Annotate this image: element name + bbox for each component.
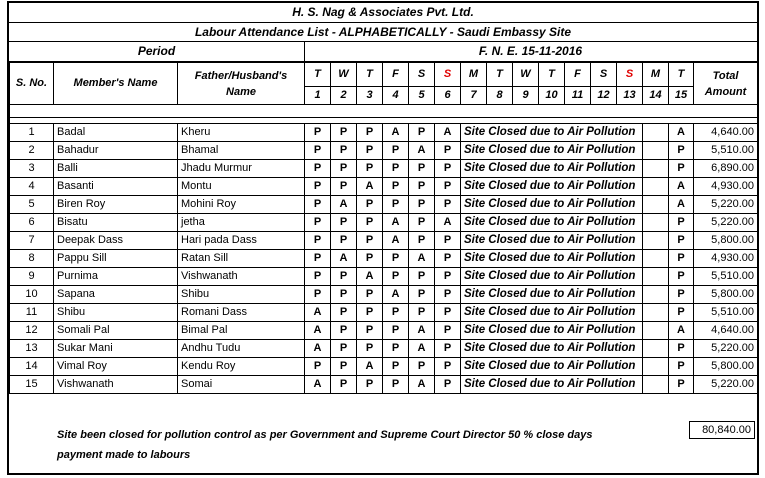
row-attendance-mark: P bbox=[331, 286, 357, 304]
row-sno: 12 bbox=[10, 322, 54, 340]
row-sno: 8 bbox=[10, 250, 54, 268]
header-day-letter: T bbox=[357, 63, 383, 87]
row-attendance-mark: P bbox=[383, 304, 409, 322]
row-attendance-mark: P bbox=[331, 340, 357, 358]
row-attendance-mark-15: P bbox=[669, 268, 694, 286]
header-day-number: 14 bbox=[643, 87, 669, 105]
row-total-amount: 5,220.00 bbox=[694, 340, 758, 358]
header-day-letter: S bbox=[435, 63, 461, 87]
row-attendance-mark: A bbox=[409, 376, 435, 394]
row-attendance-mark: P bbox=[357, 250, 383, 268]
table-row bbox=[10, 268, 758, 286]
row-closure-note: Site Closed due to Air Pollution bbox=[461, 250, 643, 268]
header-day-letter: S bbox=[409, 63, 435, 87]
row-member-name: Sukar Mani bbox=[54, 340, 178, 358]
row-attendance-mark: P bbox=[357, 124, 383, 142]
row-attendance-mark: A bbox=[331, 196, 357, 214]
row-attendance-mark: P bbox=[435, 322, 461, 340]
header-row bbox=[10, 63, 758, 87]
row-attendance-mark-15: P bbox=[669, 286, 694, 304]
row-sno: 1 bbox=[10, 124, 54, 142]
row-attendance-mark: P bbox=[305, 196, 331, 214]
row-closure-note: Site Closed due to Air Pollution bbox=[461, 160, 643, 178]
row-father-name: Kheru bbox=[178, 124, 305, 142]
row-attendance-mark: A bbox=[383, 232, 409, 250]
row-attendance-mark: P bbox=[409, 286, 435, 304]
row-attendance-mark: A bbox=[331, 250, 357, 268]
row-total-amount: 4,640.00 bbox=[694, 322, 758, 340]
row-father-name: Bhamal bbox=[178, 142, 305, 160]
header-day-number: 2 bbox=[331, 87, 357, 105]
row-attendance-mark: P bbox=[331, 160, 357, 178]
row-attendance-mark: P bbox=[435, 232, 461, 250]
row-sno: 15 bbox=[10, 376, 54, 394]
row-closure-note: Site Closed due to Air Pollution bbox=[461, 232, 643, 250]
header-day-letter: T bbox=[539, 63, 565, 87]
header-day-number: 10 bbox=[539, 87, 565, 105]
row-member-name: Sapana bbox=[54, 286, 178, 304]
row-day-14-blank bbox=[643, 142, 669, 160]
row-member-name: Pappu Sill bbox=[54, 250, 178, 268]
table-row bbox=[10, 304, 758, 322]
row-attendance-mark: P bbox=[305, 214, 331, 232]
row-attendance-mark: P bbox=[331, 268, 357, 286]
header-day-letter: W bbox=[331, 63, 357, 87]
list-title: Labour Attendance List - ALPHABETICALLY - Saudi Embassy Site bbox=[9, 23, 757, 42]
header-day-letter: T bbox=[487, 63, 513, 87]
header-day-letter: F bbox=[565, 63, 591, 87]
row-attendance-mark: P bbox=[331, 232, 357, 250]
row-member-name: Vishwanath bbox=[54, 376, 178, 394]
row-day-14-blank bbox=[643, 268, 669, 286]
header-day-letter: F bbox=[383, 63, 409, 87]
row-attendance-mark: P bbox=[409, 196, 435, 214]
header-day-number: 9 bbox=[513, 87, 539, 105]
row-attendance-mark: P bbox=[383, 322, 409, 340]
row-attendance-mark: P bbox=[383, 196, 409, 214]
row-member-name: Purnima bbox=[54, 268, 178, 286]
period-label: Period bbox=[137, 44, 176, 58]
row-attendance-mark: P bbox=[383, 250, 409, 268]
row-attendance-mark: A bbox=[357, 178, 383, 196]
row-day-14-blank bbox=[643, 250, 669, 268]
row-closure-note: Site Closed due to Air Pollution bbox=[461, 304, 643, 322]
header-member-name: Member's Name bbox=[54, 63, 178, 105]
row-total-amount: 5,800.00 bbox=[694, 232, 758, 250]
row-member-name: Somali Pal bbox=[54, 322, 178, 340]
table-row bbox=[10, 358, 758, 376]
row-attendance-mark-15: A bbox=[669, 322, 694, 340]
row-attendance-mark: A bbox=[435, 124, 461, 142]
attendance-sheet bbox=[7, 1, 759, 475]
header-day-number: 12 bbox=[591, 87, 617, 105]
header-day-number: 4 bbox=[383, 87, 409, 105]
row-attendance-mark: P bbox=[357, 160, 383, 178]
row-attendance-mark-15: P bbox=[669, 232, 694, 250]
header-day-number: 13 bbox=[617, 87, 643, 105]
row-attendance-mark-15: A bbox=[669, 178, 694, 196]
row-attendance-mark: P bbox=[357, 304, 383, 322]
row-attendance-mark: P bbox=[331, 214, 357, 232]
row-attendance-mark: P bbox=[409, 304, 435, 322]
row-closure-note: Site Closed due to Air Pollution bbox=[461, 340, 643, 358]
header-day-number: 5 bbox=[409, 87, 435, 105]
table-row bbox=[10, 286, 758, 304]
row-attendance-mark-15: P bbox=[669, 376, 694, 394]
row-attendance-mark: P bbox=[409, 214, 435, 232]
row-attendance-mark: P bbox=[383, 142, 409, 160]
table-row bbox=[10, 250, 758, 268]
row-day-14-blank bbox=[643, 376, 669, 394]
row-attendance-mark: P bbox=[435, 142, 461, 160]
header-day-number: 1 bbox=[305, 87, 331, 105]
row-attendance-mark: P bbox=[383, 178, 409, 196]
row-member-name: Biren Roy bbox=[54, 196, 178, 214]
row-day-14-blank bbox=[643, 304, 669, 322]
row-total-amount: 5,220.00 bbox=[694, 196, 758, 214]
row-total-amount: 5,800.00 bbox=[694, 286, 758, 304]
row-attendance-mark: P bbox=[383, 340, 409, 358]
row-attendance-mark: P bbox=[357, 340, 383, 358]
row-member-name: Bisatu bbox=[54, 214, 178, 232]
row-attendance-mark: P bbox=[409, 358, 435, 376]
row-total-amount: 5,510.00 bbox=[694, 268, 758, 286]
row-total-amount: 4,930.00 bbox=[694, 250, 758, 268]
row-attendance-mark: P bbox=[435, 340, 461, 358]
company-title: H. S. Nag & Associates Pvt. Ltd. bbox=[9, 3, 757, 23]
row-attendance-mark: A bbox=[357, 268, 383, 286]
row-closure-note: Site Closed due to Air Pollution bbox=[461, 214, 643, 232]
header-day-letter: T bbox=[305, 63, 331, 87]
header-day-letter: S bbox=[591, 63, 617, 87]
row-father-name: Mohini Roy bbox=[178, 196, 305, 214]
spacer-row bbox=[10, 105, 758, 118]
row-total-amount: 5,510.00 bbox=[694, 142, 758, 160]
row-attendance-mark: P bbox=[331, 358, 357, 376]
row-closure-note: Site Closed due to Air Pollution bbox=[461, 124, 643, 142]
header-father-name: Father/Husband's Name bbox=[178, 63, 305, 105]
header-day-number: 8 bbox=[487, 87, 513, 105]
header-day-number: 7 bbox=[461, 87, 487, 105]
row-attendance-mark: P bbox=[305, 250, 331, 268]
row-attendance-mark: A bbox=[305, 376, 331, 394]
row-attendance-mark: A bbox=[305, 304, 331, 322]
header-day-letter: M bbox=[643, 63, 669, 87]
row-attendance-mark: P bbox=[409, 232, 435, 250]
row-member-name: Vimal Roy bbox=[54, 358, 178, 376]
row-attendance-mark: P bbox=[357, 142, 383, 160]
row-attendance-mark: P bbox=[357, 376, 383, 394]
row-attendance-mark: P bbox=[357, 232, 383, 250]
row-member-name: Shibu bbox=[54, 304, 178, 322]
row-sno: 9 bbox=[10, 268, 54, 286]
row-attendance-mark-15: P bbox=[669, 214, 694, 232]
row-closure-note: Site Closed due to Air Pollution bbox=[461, 268, 643, 286]
row-attendance-mark-15: A bbox=[669, 196, 694, 214]
table-row bbox=[10, 160, 758, 178]
row-attendance-mark: A bbox=[305, 340, 331, 358]
row-attendance-mark: A bbox=[383, 214, 409, 232]
row-father-name: Somai bbox=[178, 376, 305, 394]
row-member-name: Bahadur bbox=[54, 142, 178, 160]
row-day-14-blank bbox=[643, 358, 669, 376]
row-father-name: Romani Dass bbox=[178, 304, 305, 322]
row-attendance-mark: P bbox=[383, 268, 409, 286]
row-attendance-mark: P bbox=[435, 304, 461, 322]
row-day-14-blank bbox=[643, 322, 669, 340]
row-day-14-blank bbox=[643, 178, 669, 196]
row-total-amount: 4,640.00 bbox=[694, 124, 758, 142]
row-closure-note: Site Closed due to Air Pollution bbox=[461, 286, 643, 304]
row-attendance-mark-15: P bbox=[669, 304, 694, 322]
closure-note-line2: payment made to labours bbox=[57, 449, 191, 461]
period-bar bbox=[9, 42, 757, 62]
table-row bbox=[10, 322, 758, 340]
row-attendance-mark: P bbox=[435, 178, 461, 196]
row-member-name: Balli bbox=[54, 160, 178, 178]
table-row bbox=[10, 142, 758, 160]
row-attendance-mark: P bbox=[409, 124, 435, 142]
closure-note bbox=[57, 425, 677, 465]
table-row bbox=[10, 178, 758, 196]
row-father-name: Bimal Pal bbox=[178, 322, 305, 340]
row-father-name: Montu bbox=[178, 178, 305, 196]
row-sno: 11 bbox=[10, 304, 54, 322]
row-sno: 4 bbox=[10, 178, 54, 196]
row-attendance-mark: A bbox=[409, 340, 435, 358]
spacer-cell bbox=[10, 105, 758, 118]
header-day-letter: T bbox=[669, 63, 694, 87]
row-attendance-mark-15: P bbox=[669, 250, 694, 268]
row-attendance-mark: P bbox=[435, 268, 461, 286]
row-day-14-blank bbox=[643, 340, 669, 358]
row-attendance-mark: P bbox=[357, 214, 383, 232]
row-total-amount: 5,510.00 bbox=[694, 304, 758, 322]
row-attendance-mark: P bbox=[357, 286, 383, 304]
row-attendance-mark: P bbox=[305, 286, 331, 304]
row-closure-note: Site Closed due to Air Pollution bbox=[461, 322, 643, 340]
row-attendance-mark: P bbox=[305, 160, 331, 178]
row-attendance-mark-15: P bbox=[669, 340, 694, 358]
row-sno: 10 bbox=[10, 286, 54, 304]
row-attendance-mark-15: P bbox=[669, 142, 694, 160]
row-sno: 5 bbox=[10, 196, 54, 214]
row-attendance-mark-15: P bbox=[669, 160, 694, 178]
row-father-name: jetha bbox=[178, 214, 305, 232]
closure-note-line1: Site been closed for pollution control as per Government and Supreme Court Director 50 % close days bbox=[57, 429, 593, 441]
row-day-14-blank bbox=[643, 214, 669, 232]
row-attendance-mark: P bbox=[409, 160, 435, 178]
row-attendance-mark: P bbox=[305, 268, 331, 286]
row-attendance-mark: P bbox=[435, 376, 461, 394]
row-attendance-mark: P bbox=[305, 124, 331, 142]
row-attendance-mark: A bbox=[409, 250, 435, 268]
table-row bbox=[10, 340, 758, 358]
row-member-name: Badal bbox=[54, 124, 178, 142]
row-father-name: Jhadu Murmur bbox=[178, 160, 305, 178]
row-father-name: Andhu Tudu bbox=[178, 340, 305, 358]
row-member-name: Basanti bbox=[54, 178, 178, 196]
row-attendance-mark: P bbox=[331, 178, 357, 196]
row-sno: 3 bbox=[10, 160, 54, 178]
table-row bbox=[10, 214, 758, 232]
row-attendance-mark: P bbox=[435, 358, 461, 376]
row-sno: 7 bbox=[10, 232, 54, 250]
table-row bbox=[10, 196, 758, 214]
row-closure-note: Site Closed due to Air Pollution bbox=[461, 178, 643, 196]
row-total-amount: 5,220.00 bbox=[694, 214, 758, 232]
row-attendance-mark: P bbox=[383, 358, 409, 376]
row-attendance-mark: A bbox=[383, 124, 409, 142]
row-sno: 14 bbox=[10, 358, 54, 376]
row-attendance-mark-15: A bbox=[669, 124, 694, 142]
row-day-14-blank bbox=[643, 160, 669, 178]
header-day-letter: S bbox=[617, 63, 643, 87]
header-day-number: 3 bbox=[357, 87, 383, 105]
row-closure-note: Site Closed due to Air Pollution bbox=[461, 196, 643, 214]
row-attendance-mark: P bbox=[305, 358, 331, 376]
row-attendance-mark: P bbox=[331, 322, 357, 340]
row-father-name: Vishwanath bbox=[178, 268, 305, 286]
row-closure-note: Site Closed due to Air Pollution bbox=[461, 358, 643, 376]
row-total-amount: 5,220.00 bbox=[694, 376, 758, 394]
row-attendance-mark: P bbox=[435, 286, 461, 304]
row-attendance-mark-15: P bbox=[669, 358, 694, 376]
row-closure-note: Site Closed due to Air Pollution bbox=[461, 142, 643, 160]
row-attendance-mark: P bbox=[305, 178, 331, 196]
attendance-table bbox=[9, 62, 758, 394]
row-father-name: Hari pada Dass bbox=[178, 232, 305, 250]
row-attendance-mark: P bbox=[383, 160, 409, 178]
row-member-name: Deepak Dass bbox=[54, 232, 178, 250]
row-sno: 13 bbox=[10, 340, 54, 358]
row-total-amount: 5,800.00 bbox=[694, 358, 758, 376]
header-day-number: 6 bbox=[435, 87, 461, 105]
row-attendance-mark: P bbox=[331, 304, 357, 322]
row-attendance-mark: P bbox=[305, 232, 331, 250]
row-attendance-mark: A bbox=[435, 214, 461, 232]
row-day-14-blank bbox=[643, 124, 669, 142]
header-day-number: 15 bbox=[669, 87, 694, 105]
row-total-amount: 6,890.00 bbox=[694, 160, 758, 178]
row-attendance-mark: P bbox=[331, 124, 357, 142]
header-total-amount: Total Amount bbox=[694, 63, 758, 105]
row-father-name: Shibu bbox=[178, 286, 305, 304]
row-attendance-mark: A bbox=[409, 322, 435, 340]
row-attendance-mark: P bbox=[305, 142, 331, 160]
row-attendance-mark: P bbox=[435, 250, 461, 268]
row-attendance-mark: A bbox=[305, 322, 331, 340]
grand-total: 80,840.00 bbox=[689, 421, 755, 439]
row-total-amount: 4,930.00 bbox=[694, 178, 758, 196]
row-attendance-mark: P bbox=[383, 376, 409, 394]
table-row bbox=[10, 124, 758, 142]
header-day-letter: M bbox=[461, 63, 487, 87]
table-row bbox=[10, 232, 758, 250]
row-attendance-mark: A bbox=[409, 142, 435, 160]
header-sno: S. No. bbox=[10, 63, 54, 105]
row-sno: 6 bbox=[10, 214, 54, 232]
row-father-name: Kendu Roy bbox=[178, 358, 305, 376]
row-attendance-mark: P bbox=[331, 142, 357, 160]
header-day-letter: W bbox=[513, 63, 539, 87]
row-closure-note: Site Closed due to Air Pollution bbox=[461, 376, 643, 394]
header-day-number: 11 bbox=[565, 87, 591, 105]
row-attendance-mark: P bbox=[435, 196, 461, 214]
row-attendance-mark: P bbox=[357, 322, 383, 340]
row-attendance-mark: A bbox=[383, 286, 409, 304]
row-day-14-blank bbox=[643, 232, 669, 250]
row-attendance-mark: P bbox=[409, 178, 435, 196]
row-day-14-blank bbox=[643, 196, 669, 214]
row-attendance-mark: P bbox=[357, 196, 383, 214]
row-attendance-mark: P bbox=[435, 160, 461, 178]
row-father-name: Ratan Sill bbox=[178, 250, 305, 268]
row-attendance-mark: A bbox=[357, 358, 383, 376]
row-day-14-blank bbox=[643, 286, 669, 304]
table-row bbox=[10, 376, 758, 394]
row-attendance-mark: P bbox=[409, 268, 435, 286]
row-sno: 2 bbox=[10, 142, 54, 160]
period-value: F. N. E. 15-11-2016 bbox=[478, 44, 583, 58]
row-attendance-mark: P bbox=[331, 376, 357, 394]
